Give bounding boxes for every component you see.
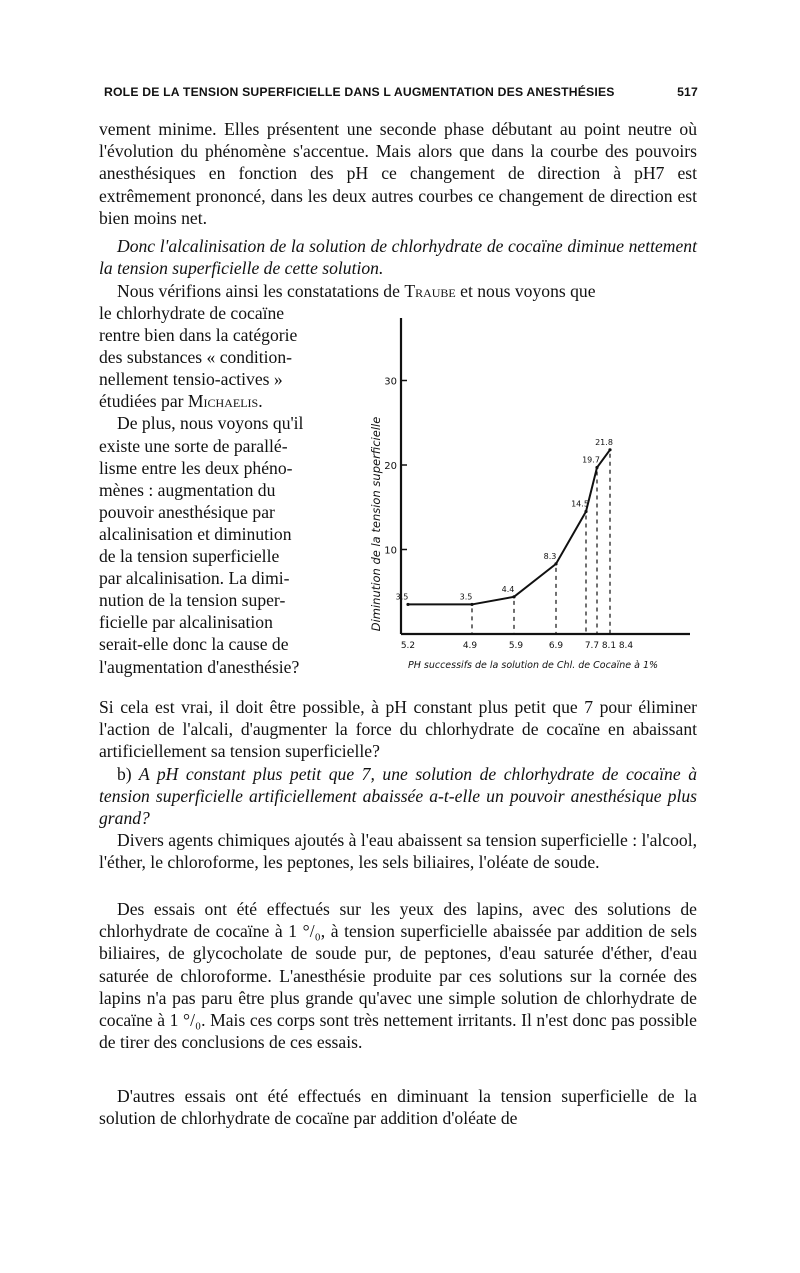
wrap-line: De plus, nous voyons qu'il (117, 413, 304, 434)
wrap-line: existe une sorte de parallé- (99, 435, 288, 456)
paragraph-question: Si cela est vrai, il doit être possible, à pH constant plus petit que 7 pour éliminer l'action de l'alcali, d'augmenter la force du chlorhydrate de cocaïne en abaissant artificiellement sa tension superficielle? (99, 697, 697, 762)
y-tick-label: 20 (384, 461, 397, 472)
wrapped-paragraph-column (99, 302, 371, 678)
x-tick-label: 8.4 (618, 641, 634, 651)
x-tick-label: 7.7 (584, 641, 600, 651)
data-point-label: 3.5 (395, 592, 409, 602)
data-point-label: 19.7 (582, 455, 600, 465)
wrap-line: mènes : augmentation du (99, 479, 276, 500)
item-label-b: b) (117, 764, 132, 784)
page-number: 517 (677, 85, 698, 99)
x-tick-label: 5.2 (400, 641, 416, 651)
author-name-michaelis: Michaelis. (187, 391, 263, 412)
wrap-line: nution de la tension super- (99, 590, 286, 611)
data-point-label: 3.5 (459, 592, 473, 602)
y-axis-title: Diminution de la tension superficielle (369, 416, 383, 632)
wrap-line: alcalinisation et diminution (99, 523, 292, 544)
x-tick-label: 8.1 (601, 641, 617, 651)
author-name-traube: Traube (404, 281, 456, 301)
paragraph-b-question (99, 763, 697, 830)
wrap-line: le chlorhydrate de cocaïne (99, 303, 285, 323)
series-line (408, 450, 610, 605)
wrap-line: nellement tensio-actives » (99, 369, 283, 390)
wrap-line: des substances « condition- (99, 347, 293, 368)
tension-ph-chart (350, 314, 700, 684)
wrap-line: l'augmentation d'anesthésie? (99, 656, 300, 677)
data-point-label: 4.4 (501, 584, 515, 594)
data-point-label: 14.5 (571, 499, 589, 509)
paragraph-3-text-a: Nous vérifions ainsi les constatations de (117, 281, 405, 301)
paragraph-1: vement minime. Elles présentent une seconde phase débutant au point neutre où l'évolution du phénomène s'accentue. Mais alors que dans la courbe des pouvoirs anesthésiques en fonction des pH ce changement de direction à pH7 est extrêmement prononcé, dans les deux autres courbes ce changement de direction est bien moins net. (99, 119, 697, 228)
paragraph-3-full-line (99, 280, 697, 302)
running-header-title: ROLE DE LA TENSION SUPERFICIELLE DANS L AUGMENTATION DES ANESTHÉSIES (104, 85, 615, 99)
wrap-line: lisme entre les deux phéno- (99, 457, 293, 478)
x-tick-label: 4.9 (462, 641, 478, 651)
paragraph-conclusion-italic: Donc l'alcalinisation de la solution de chlorhydrate de cocaïne diminue nettement la tension superficielle de cette solution. (99, 236, 697, 279)
data-point (608, 448, 611, 451)
y-tick-label: 30 (384, 376, 397, 388)
paragraph-essais: Des essais ont été effectués sur les yeux des lapins, avec des solutions de chlorhydrate de cocaïne à 1 °/₀, à tension superficielle abaissée par addition de sels biliaires, de glycocholate de soude pur, de peptones, d'eau saturée d'éther, d'eau saturée de chloroforme. L'anesthésie produite par ces solutions sur la cornée des lapins n'a pas paru être plus grande qu'avec une simple solution de chlorhydrate de cocaïne à 1 °/₀. Mais ces corps sont très nettement irritants. Il n'est donc pas possible de tirer des conclusions de ces essais. (99, 899, 697, 1053)
wrap-line-michaelis (99, 390, 371, 412)
wrap-line: pouvoir anesthésique par (99, 501, 275, 522)
data-point (512, 595, 515, 598)
wrap-line: ficielle par alcalinisation (99, 612, 273, 633)
wrap-line: de la tension superficielle (99, 546, 280, 567)
x-axis-title: PH successifs de la solution de Chl. de Cocaïne à 1% (408, 660, 659, 671)
wrap-line: serait-elle donc la cause de (99, 634, 289, 655)
data-point (406, 603, 409, 606)
wrap-line: par alcalinisation. La dimi- (99, 568, 290, 589)
data-point (584, 510, 587, 513)
running-header (104, 85, 698, 105)
data-point (470, 603, 473, 606)
wrap-line: rentre bien dans la catégorie (99, 325, 298, 346)
data-point (595, 466, 598, 469)
data-point-label: 8.3 (543, 551, 557, 561)
item-b-text: A pH constant plus petit que 7, une solution de chlorhydrate de cocaïne à tension superficielle artificiellement abaissée a-t-elle un pouvoir anesthésique plus grand? (99, 764, 697, 829)
x-tick-label: 5.9 (508, 641, 524, 651)
paragraph-3-text-b: et nous voyons que (455, 281, 596, 301)
data-point (554, 562, 557, 565)
wrap-line-text: étudiées par (99, 391, 188, 412)
y-tick-label: 10 (384, 545, 397, 557)
x-tick-label: 6.9 (548, 641, 564, 651)
paragraph-agents: Divers agents chimiques ajoutés à l'eau abaissent sa tension superficielle : l'alcool, l'éther, le chloroforme, les peptones, les sels biliaires, l'oléate de soude. (99, 830, 697, 873)
paragraph-autres-essais: D'autres essais ont été effectués en diminuant la tension superficielle de la solution de chlorhydrate de cocaïne par addition d'oléate de (99, 1086, 697, 1129)
data-point-label: 21.8 (595, 437, 613, 447)
